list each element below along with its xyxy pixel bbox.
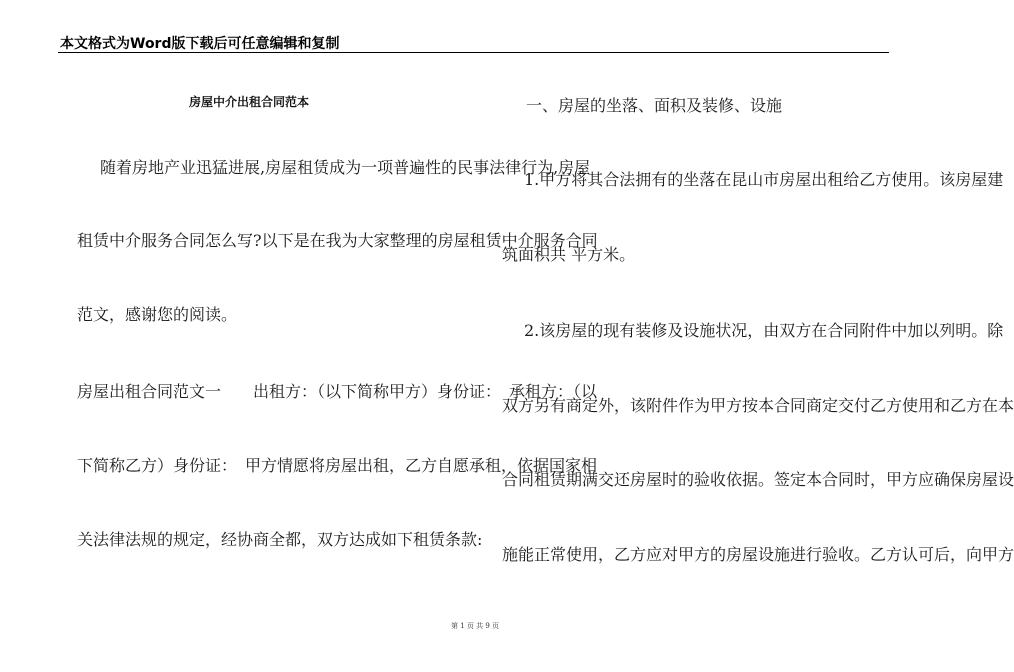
left-paragraph-line: 下简称乙方）身份证： 甲方情愿将房屋出租，乙方自愿承租，依据国家相 [77,456,598,475]
right-paragraph-line: 2.该房屋的现有装修及设施状况，由双方在合同附件中加以列明。除 [524,321,1004,340]
left-paragraph-line: 租赁中介服务合同怎么写?以下是在我为大家整理的房屋租赁中介服务合同 [77,231,598,250]
page-number: 第 1 页 共 9 页 [450,622,500,630]
document-banner: 本文格式为Word版下载后可任意编辑和复制 [60,36,340,52]
right-paragraph-line: 合同租赁期满交还房屋时的验收依据。签定本合同时，甲方应确保房屋设 [502,470,1014,489]
document-title: 房屋中介出租合同范本 [189,95,310,109]
left-paragraph-line: 随着房地产业迅猛进展,房屋租赁成为一项普遍性的民事法律行为,房屋 [100,158,591,177]
right-section-heading: 一、房屋的坐落、面积及装修、设施 [526,96,783,115]
right-paragraph-line: 1.甲方将其合法拥有的坐落在昆山市房屋出租给乙方使用。该房屋建 [524,170,1004,189]
left-paragraph-line: 关法律法规的规定，经协商全都，双方达成如下租赁条款: [77,530,483,549]
left-paragraph-line: 范文，感谢您的阅读。 [77,305,238,324]
right-paragraph-line: 双方另有商定外，该附件作为甲方按本合同商定交付乙方使用和乙方在本 [502,396,1014,415]
left-paragraph-line: 房屋出租合同范文一 出租方：（以下简称甲方）身份证： 承租方：（以 [77,382,598,401]
right-paragraph-line: 施能正常使用，乙方应对甲方的房屋设施进行验收。乙方认可后，向甲方 [502,545,1014,564]
right-paragraph-line: 筑面积共 平方米。 [502,245,636,264]
header-divider [58,52,889,53]
